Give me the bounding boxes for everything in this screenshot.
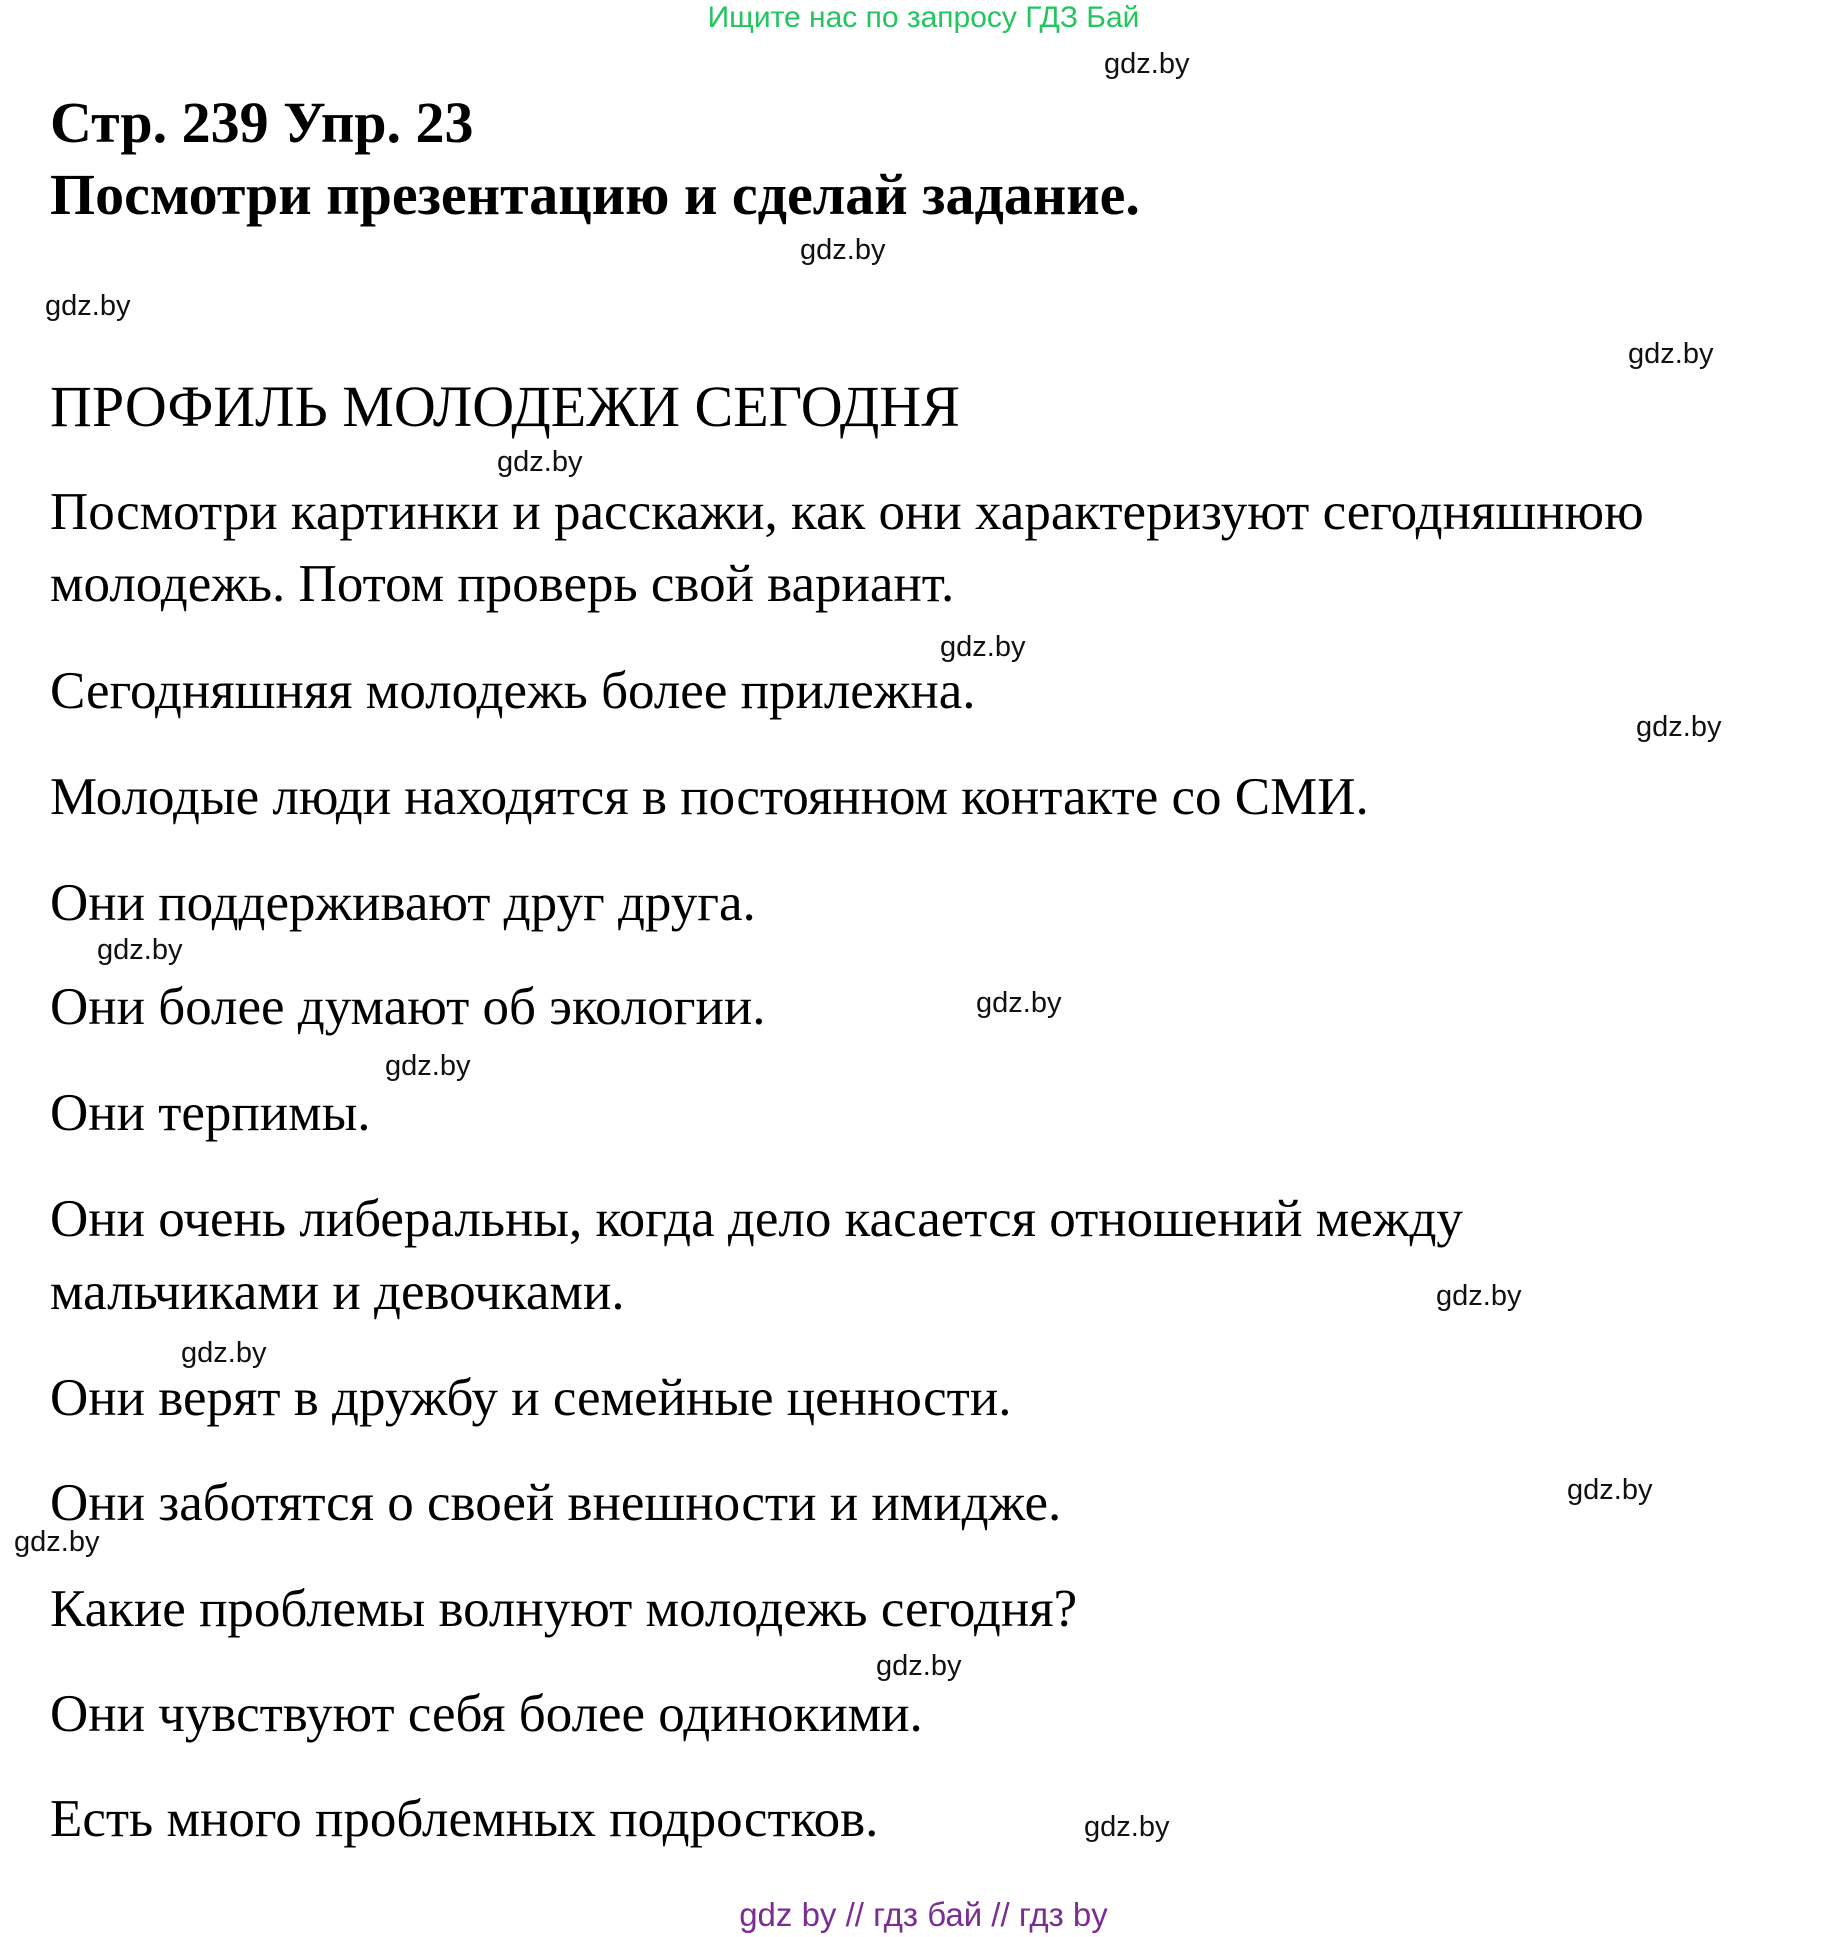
question-line: Какие проблемы волнуют молодежь сегодня? [50,1580,1078,1638]
intro-line-1: Посмотри картинки и расскажи, как они характеризуют сегодняшнюю [50,483,1644,541]
exercise-instruction: Посмотри презентацию и сделай задание. [50,162,1140,227]
watermark: gdz.by [181,1337,267,1369]
watermark: gdz.by [976,987,1062,1019]
statement-line: Они заботятся о своей внешности и имидже. [50,1474,1062,1532]
watermark: gdz.by [45,290,131,322]
search-banner: Ищите нас по запросу ГДЗ Бай [707,1,1140,34]
statement-line: Они поддерживают друг друга. [50,874,756,932]
statement-line: Они верят в дружбу и семейные ценности. [50,1369,1012,1427]
problem-line: Они чувствуют себя более одинокими. [50,1685,923,1743]
statement-line: Они более думают об экологии. [50,978,766,1036]
statement-line: Они терпимы. [50,1084,371,1142]
statement-line: Молодые люди находятся в постоянном контакте со СМИ. [50,768,1369,826]
statement-line: Сегодняшняя молодежь более прилежна. [50,662,976,720]
section-heading: ПРОФИЛЬ МОЛОДЕЖИ СЕГОДНЯ [50,374,960,439]
watermark: gdz.by [1436,1280,1522,1312]
watermark: gdz.by [1084,1811,1170,1843]
page-title: Стр. 239 Упр. 23 [50,90,474,155]
watermark: gdz.by [385,1050,471,1082]
footer-links: gdz by // гдз бай // гдз by [739,1896,1108,1933]
watermark: gdz.by [14,1526,100,1558]
watermark: gdz.by [1636,711,1722,743]
problem-line: Есть много проблемных подростков. [50,1790,879,1848]
watermark: gdz.by [497,446,583,478]
watermark: gdz.by [940,631,1026,663]
watermark: gdz.by [1567,1474,1653,1506]
watermark: gdz.by [97,934,183,966]
watermark: gdz.by [1628,338,1714,370]
statement-line: мальчиками и девочками. [50,1263,625,1321]
watermark: gdz.by [800,234,886,266]
intro-line-2: молодежь. Потом проверь свой вариант. [50,555,955,613]
statement-line: Они очень либеральны, когда дело касается отношений между [50,1190,1463,1248]
watermark: gdz.by [876,1650,962,1682]
watermark: gdz.by [1104,48,1190,80]
